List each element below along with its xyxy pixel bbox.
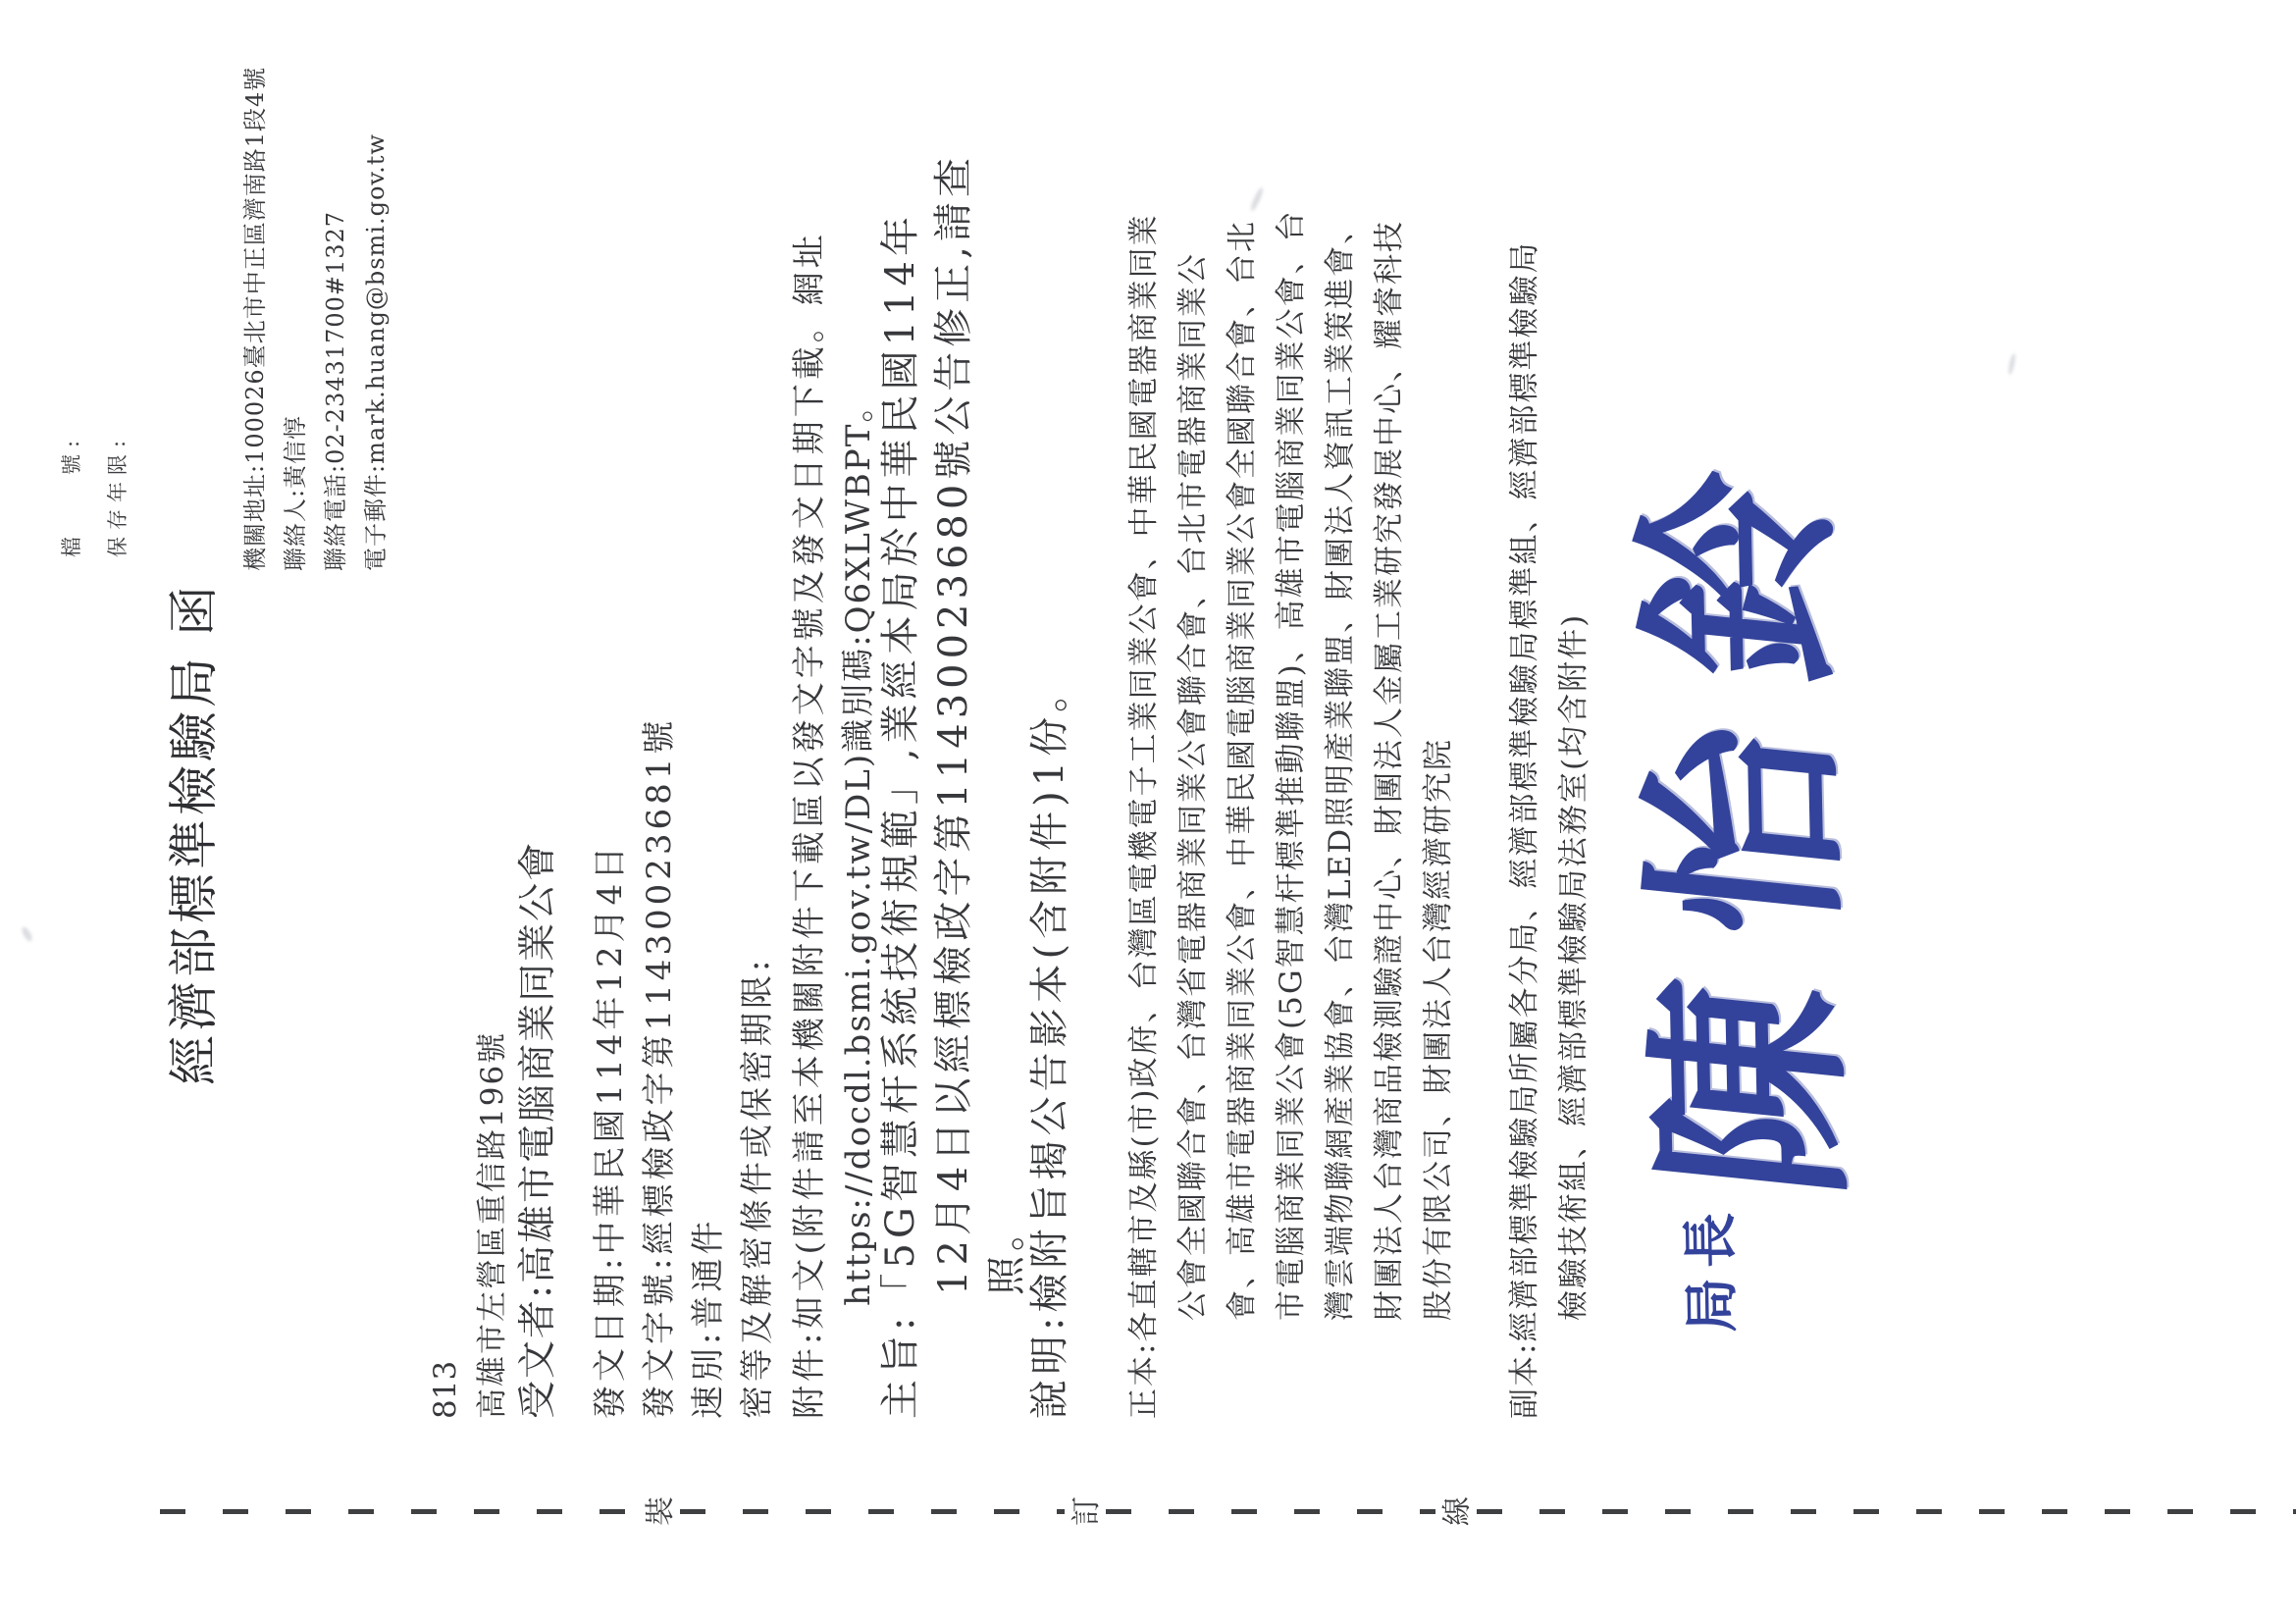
subject-line-3: 照。	[984, 1207, 1029, 1295]
sender-info-block	[235, 67, 396, 571]
attachment-line-2: https://docdl.bsmi.gov.tw/DL)識別碼:Q6XLWBPT。	[839, 387, 878, 1306]
contact-email: 電子郵件:mark.huang@bsmi.gov.tw	[362, 133, 390, 571]
speed-class: 速別:普通件	[689, 1217, 728, 1419]
signature-title: 局長	[1677, 1202, 1746, 1334]
subject-line-1: 主旨:「5G智慧杆系統技術規範」,業經本局於中華民國114年	[878, 212, 923, 1419]
security-class: 密等及解密條件或保密期限:	[738, 956, 777, 1419]
description-line: 說明:檢附旨揭公告影本(含附件)1份。	[1027, 667, 1072, 1419]
subject-line-2: 12月4日以經標檢政字第11430023680號公告修正,請查	[931, 152, 976, 1295]
primary-recipients-line-6: 財團法人台灣商品檢測驗證中心、財團法人金屬工業研究發展中心、耀睿科技	[1372, 220, 1407, 1321]
doc-number: 發文字號:經標檢政字第11430023681號	[640, 716, 679, 1419]
doc-type-label: 函	[166, 581, 224, 636]
binding-char-xian: 線	[1440, 1496, 1475, 1526]
scan-artifact	[1249, 186, 1265, 212]
primary-recipients-line-1: 正本:各直轄市及縣(市)政府、台灣區電機電子工業同業公會、中華民國電器商業同業	[1126, 213, 1162, 1419]
recipient-zipcode: 813	[428, 1360, 463, 1419]
scan-artifact	[20, 925, 33, 942]
primary-recipients-line-4: 市電腦商業同業公會(5G智慧杆標準推動聯盟)、高雄市電腦商業同業公會、台	[1274, 209, 1309, 1321]
file-number-label: 檔 號:	[60, 433, 83, 557]
signature-name: 陳怡鈴	[1612, 410, 1878, 1207]
binding-dash-segment	[1477, 1509, 2296, 1514]
recipient-address: 高雄市左營區重信路196號	[475, 1030, 510, 1419]
issue-date: 發文日期:中華民國114年12月4日	[591, 842, 630, 1419]
contact-phone: 聯絡電話:02-23431700#1327	[322, 210, 349, 571]
copy-recipients-line-1: 副本:經濟部標準檢驗局所屬各分局、經濟部標準檢驗局標準組、經濟部標準檢驗局	[1507, 240, 1542, 1419]
binding-dash-segment	[1106, 1509, 1435, 1514]
primary-recipients-line-3: 會、高雄市電器商業同業公會、中華民國電腦商業同業公會全國聯合會、台北	[1225, 220, 1260, 1321]
meta-block	[586, 717, 782, 1419]
document-title	[153, 582, 226, 1085]
primary-recipients-line-5: 灣雲端物聯網產業協會、台灣LED照明產業聯盟、財團法人資訊工業策進會、	[1323, 211, 1358, 1321]
binding-margin	[160, 1492, 2296, 1531]
binding-char-zhuang: 裝	[644, 1496, 678, 1526]
agency-name: 經濟部標準檢驗局	[166, 653, 224, 1085]
file-label-block	[49, 434, 141, 557]
binding-char-ding: 訂	[1070, 1496, 1104, 1526]
copy-recipients-line-2: 檢驗技術組、經濟部標準檢驗局法務室(均含附件)	[1556, 612, 1592, 1321]
binding-dash-segment	[160, 1509, 639, 1514]
recipient-line: 受文者:高雄市電腦商業同業公會	[516, 840, 560, 1419]
binding-dash-segment	[680, 1509, 1065, 1514]
contact-person: 聯絡人:黃信惇	[282, 414, 309, 571]
primary-recipients-line-2: 公會全國聯合會、台灣省電器商業同業公會聯合會、台北市電器商業同業公	[1175, 252, 1211, 1321]
agency-address: 機關地址:100026臺北市中正區濟南路1段4號	[241, 66, 269, 571]
primary-recipients-line-7: 股份有限公司、財團法人台灣經濟研究院	[1421, 738, 1456, 1321]
retention-period-label: 保存年限:	[106, 433, 130, 557]
scan-artifact	[2008, 353, 2016, 376]
attachment-line-1: 附件:如文(附件請至本機關附件下載區以發文字號及發文日期下載。網址	[790, 231, 829, 1419]
